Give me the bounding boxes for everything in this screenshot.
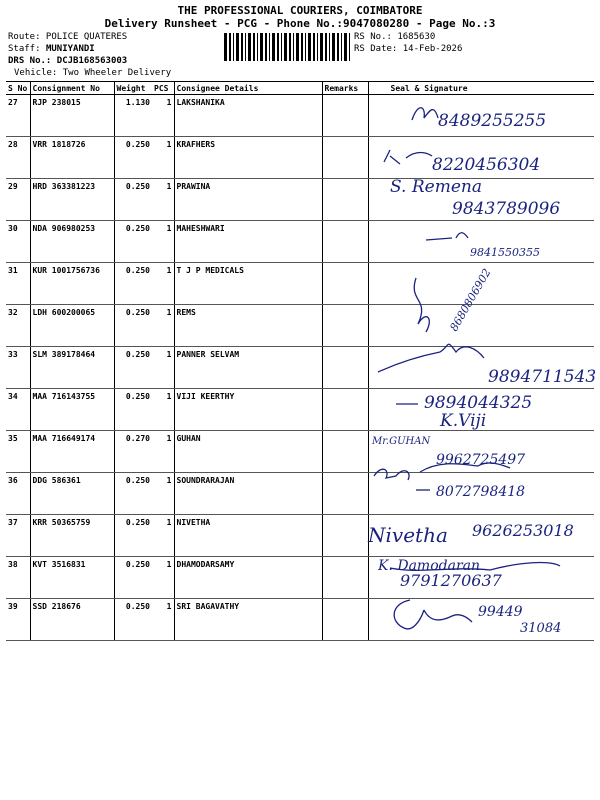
signature-text: 9841550355 [470,246,540,259]
cell-sno: 27 [6,95,30,137]
barcode-bar [349,33,350,61]
table-row [6,263,594,305]
cell-consignment-no: MAA 716143755 [30,389,114,431]
barcode-bar [313,33,315,61]
table-row [6,95,594,137]
cell-pcs: 1 [152,137,174,179]
cell-weight: 1.130 [114,95,152,137]
cell-pcs: 1 [152,389,174,431]
cell-pcs: 1 [152,263,174,305]
cell-consignee: NIVETHA [174,515,322,557]
barcode-bar [265,33,267,61]
cell-consignment-no: HRD 363381223 [30,179,114,221]
cell-consignee: GUHAN [174,431,322,473]
cell-weight: 0.250 [114,137,152,179]
cell-pcs: 1 [152,515,174,557]
cell-sno: 34 [6,389,30,431]
col-seal: Seal & Signature [368,82,594,95]
cell-weight: 0.250 [114,305,152,347]
barcode-bar [248,33,251,61]
signature-text: 31084 [520,621,562,636]
barcode-bar [344,33,347,61]
cell-signature [368,263,594,305]
signature-text: 9626253018 [472,521,574,540]
table-row [6,389,594,431]
cell-pcs: 1 [152,431,174,473]
signature-text: S. Remena [390,177,482,197]
cell-remarks [322,515,368,557]
barcode-bar [296,33,299,61]
barcode-bar [233,33,234,61]
cell-consignee: PRAWINA [174,179,322,221]
staff-value: MUNIYANDI [45,44,95,54]
table-row [6,431,594,473]
barcode-bar [317,33,318,61]
barcode-bar [332,33,335,61]
cell-remarks [322,263,368,305]
signature-text: 9894711543 [488,367,597,387]
cell-consignee: T J P MEDICALS [174,263,322,305]
signature-text: 9962725497 [436,452,526,468]
drs-field [8,56,127,66]
cell-pcs: 1 [152,599,174,641]
cell-pcs: 1 [152,473,174,515]
cell-sno: 28 [6,137,30,179]
cell-consignment-no: RJP 238015 [30,95,114,137]
signature-text: K. Damodaran [378,558,480,574]
cell-sno: 29 [6,179,30,221]
cell-weight: 0.250 [114,389,152,431]
barcode-bar [305,33,306,61]
company-title: THE PROFESSIONAL COURIERS, COIMBATORE [177,4,423,17]
cell-consignee: PANNER SELVAM [174,347,322,389]
cell-signature [368,305,594,347]
cell-signature [368,473,594,515]
drs-value: DCJB168563003 [56,56,128,66]
signature-text: K.Viji [440,411,487,431]
cell-signature [368,179,594,221]
cell-sno: 39 [6,599,30,641]
barcode [224,33,350,61]
rs-date: RS Date: 14-Feb-2026 [354,44,463,54]
table-header [6,82,594,95]
cell-signature [368,389,594,431]
cell-weight: 0.250 [114,473,152,515]
rs-number: RS No.: 1685630 [354,32,436,42]
cell-pcs: 1 [152,221,174,263]
barcode-bar [325,33,327,61]
cell-remarks [322,95,368,137]
cell-consignment-no: MAA 716649174 [30,431,114,473]
cell-pcs: 1 [152,305,174,347]
barcode-bar [229,33,231,61]
vehicle-label: Vehicle: Two Wheeler Delivery [14,68,172,78]
cell-remarks [322,137,368,179]
cell-remarks [322,179,368,221]
table-row [6,557,594,599]
barcode-bar [241,33,243,61]
cell-sno: 36 [6,473,30,515]
barcode-bar [329,33,330,61]
col-sno: S No [6,82,30,95]
staff-label: Staff: [8,44,41,54]
signature-text: 8220456304 [432,155,541,175]
table-row [6,305,594,347]
cell-sno: 35 [6,431,30,473]
cell-weight: 0.270 [114,431,152,473]
cell-consignment-no: NDA 906980253 [30,221,114,263]
cell-consignment-no: DDG 586361 [30,473,114,515]
cell-consignment-no: KUR 1001756736 [30,263,114,305]
cell-remarks [322,431,368,473]
cell-signature [368,599,594,641]
barcode-bar [257,33,258,61]
barcode-bar [284,33,287,61]
cell-consignee: LAKSHANIKA [174,95,322,137]
cell-signature [368,95,594,137]
cell-sno: 38 [6,557,30,599]
cell-signature [368,137,594,179]
table-row [6,599,594,641]
cell-consignee: DHAMODARSAMY [174,557,322,599]
drs-label: DRS No.: [8,56,52,66]
barcode-bar [224,33,227,61]
signature-text: 9894044325 [424,393,533,413]
table-row [6,179,594,221]
cell-remarks [322,221,368,263]
cell-consignee: MAHESHWARI [174,221,322,263]
route-label: Route: POLICE QUATERES [8,32,128,42]
table-row [6,473,594,515]
cell-consignee: VIJI KEERTHY [174,389,322,431]
barcode-bar [245,33,246,61]
col-consignee: Consignee Details [174,82,322,95]
col-weight: Weight [114,82,152,95]
barcode-bar [308,33,311,61]
barcode-bar [260,33,263,61]
signature-text: 99449 [478,604,523,620]
cell-weight: 0.250 [114,221,152,263]
cell-signature [368,557,594,599]
cell-consignment-no: SLM 389178464 [30,347,114,389]
cell-sno: 32 [6,305,30,347]
cell-consignment-no: VRR 1818726 [30,137,114,179]
cell-consignee: SOUNDRARAJAN [174,473,322,515]
table-row [6,515,594,557]
cell-consignee: SRI BAGAVATHY [174,599,322,641]
cell-sno: 33 [6,347,30,389]
signature-text: 9843789096 [452,199,561,219]
barcode-bar [341,33,342,61]
table-row [6,137,594,179]
cell-sno: 37 [6,515,30,557]
cell-consignee: REMS [174,305,322,347]
barcode-bar [281,33,282,61]
cell-weight: 0.250 [114,179,152,221]
cell-consignment-no: LDH 600200065 [30,305,114,347]
cell-sno: 30 [6,221,30,263]
col-remarks: Remarks [322,82,368,95]
cell-consignment-no: KVT 3516831 [30,557,114,599]
cell-signature [368,221,594,263]
cell-remarks [322,389,368,431]
table-row [6,347,594,389]
staff-field [8,44,95,54]
cell-weight: 0.250 [114,599,152,641]
cell-pcs: 1 [152,95,174,137]
cell-pcs: 1 [152,557,174,599]
cell-consignment-no: SSD 218676 [30,599,114,641]
cell-remarks [322,599,368,641]
barcode-bar [269,33,270,61]
cell-weight: 0.250 [114,557,152,599]
cell-pcs: 1 [152,347,174,389]
cell-signature [368,347,597,389]
cell-remarks [322,305,368,347]
cell-pcs: 1 [152,179,174,221]
barcode-bar [272,33,275,61]
cell-sno: 31 [6,263,30,305]
barcode-bar [289,33,291,61]
barcode-bar [320,33,323,61]
cell-remarks [322,347,368,389]
barcode-bar [337,33,339,61]
table-row [6,221,594,263]
cell-remarks [322,473,368,515]
cell-consignee: KRAFHERS [174,137,322,179]
cell-consignment-no: KRR 50365759 [30,515,114,557]
signature-text: 8680806902 [447,266,494,334]
cell-signature [368,515,594,557]
signature-text: Mr.GUHAN [372,436,431,447]
cell-weight: 0.250 [114,263,152,305]
col-pcs: PCS [152,82,174,95]
barcode-bar [301,33,303,61]
barcode-bar [293,33,294,61]
signature-text: 8072798418 [436,484,526,500]
cell-remarks [322,557,368,599]
signature-text: 8489255255 [438,111,547,131]
barcode-bar [277,33,279,61]
cell-signature [368,431,594,473]
col-consignment: Consignment No [30,82,114,95]
cell-weight: 0.250 [114,515,152,557]
cell-weight: 0.250 [114,347,152,389]
barcode-bar [236,33,239,61]
signature-text: 9791270637 [400,571,502,590]
runsheet-table [6,81,597,641]
signature-text: Nivetha [368,523,448,547]
runsheet-title: Delivery Runsheet - PCG - Phone No.:9047080280 - Page No.:3 [104,17,496,30]
barcode-bar [253,33,255,61]
